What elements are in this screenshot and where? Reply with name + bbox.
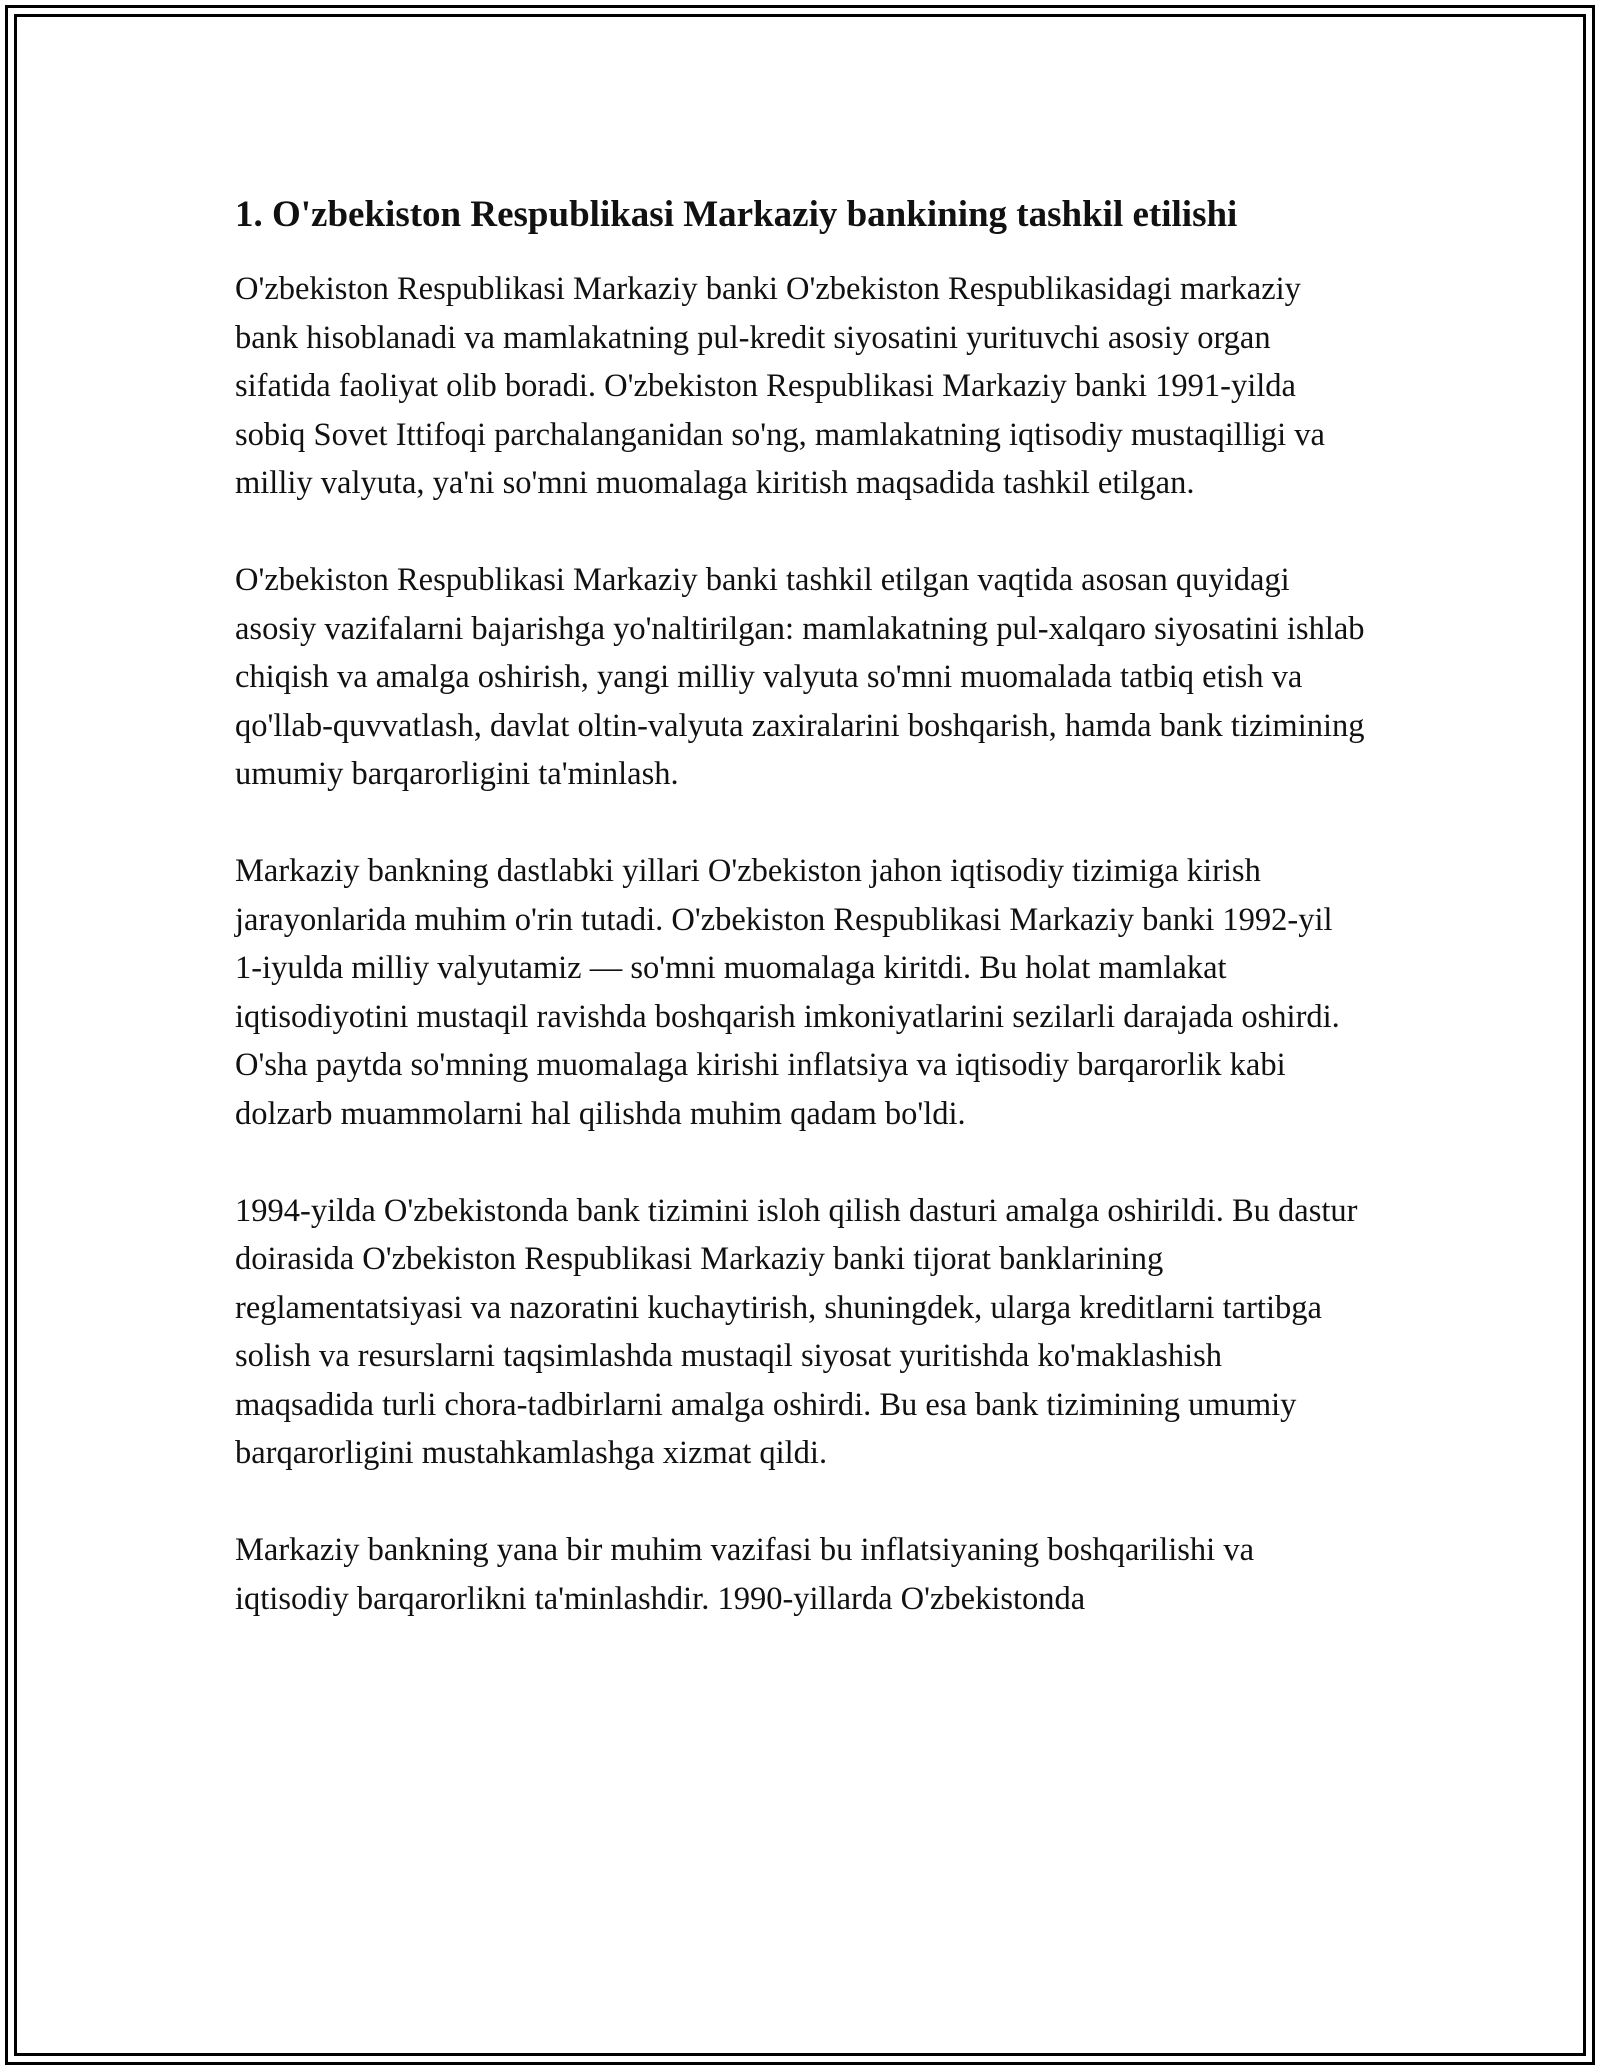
paragraph-1: O'zbekiston Respublikasi Markaziy banki O'zbekiston Respublikasidagi markaziy bank hisoblanadi va mamlakatning pul-kredit siyosatini yurituvchi asosiy organ sifatida faoliyat olib boradi. O'zbekiston Respublikasi Markaziy banki 1991-yilda sobiq Sovet Ittifoqi parchalanganidan so'ng, mamlakatning iqtisodiy mustaqilligi va milliy valyuta, ya'ni so'mni muomalaga kiritish maqsadida tashkil etilgan. xyxy=(235,271,1325,501)
section-heading: 1. O'zbekiston Respublikasi Markaziy bankining tashkil etilishi xyxy=(235,194,1238,235)
paragraph-5: Markaziy bankning yana bir muhim vazifasi bu inflatsiyaning boshqarilishi va iqtisodiy barqarorlikni ta'minlashdir. 1990-yillarda O'zbekistonda xyxy=(235,1532,1255,1617)
document-body xyxy=(235,188,1365,1672)
paragraph-4: 1994-yilda O'zbekistonda bank tizimini isloh qilish dasturi amalga oshirildi. Bu dastur doirasida O'zbekiston Respublikasi Markaziy banki tijorat banklarining reglamentatsiyasi va nazoratini kuchaytirish, shuningdek, ularga kreditlarni tartibga solish va resurslarni taqsimlashda mustaqil siyosat yuritishda ko'maklashish maqsadida turli chora-tadbirlarni amalga oshirdi. Bu esa bank tizimining umumiy barqarorligini mustahkamlashga xizmat qildi. xyxy=(235,1192,1358,1471)
paragraph-2: O'zbekiston Respublikasi Markaziy banki tashkil etilgan vaqtida asosan quyidagi asosiy vazifalarni bajarishga yo'naltirilgan: mamlakatning pul-xalqaro siyosatini ishlab chiqish va amalga oshirish, yangi milliy valyuta so'mni muomalada tatbiq etish va qo'llab-quvvatlash, davlat oltin-valyuta zaxiralarini boshqarish, hamda bank tizimining umumiy barqarorligini ta'minlash. xyxy=(235,562,1365,792)
paragraph-3: Markaziy bankning dastlabki yillari O'zbekiston jahon iqtisodiy tizimiga kirish jarayonlarida muhim o'rin tutadi. O'zbekiston Respublikasi Markaziy banki 1992-yil 1-iyulda milliy valyutamiz — so'mni muomalaga kiritdi. Bu holat mamlakat iqtisodiyotini mustaqil ravishda boshqarish imkoniyatlarini sezilarli darajada oshirdi. O'sha paytda so'mning muomalaga kirishi inflatsiya va iqtisodiy barqarorlik kabi dolzarb muammolarni hal qilishda muhim qadam bo'ldi. xyxy=(235,853,1340,1132)
